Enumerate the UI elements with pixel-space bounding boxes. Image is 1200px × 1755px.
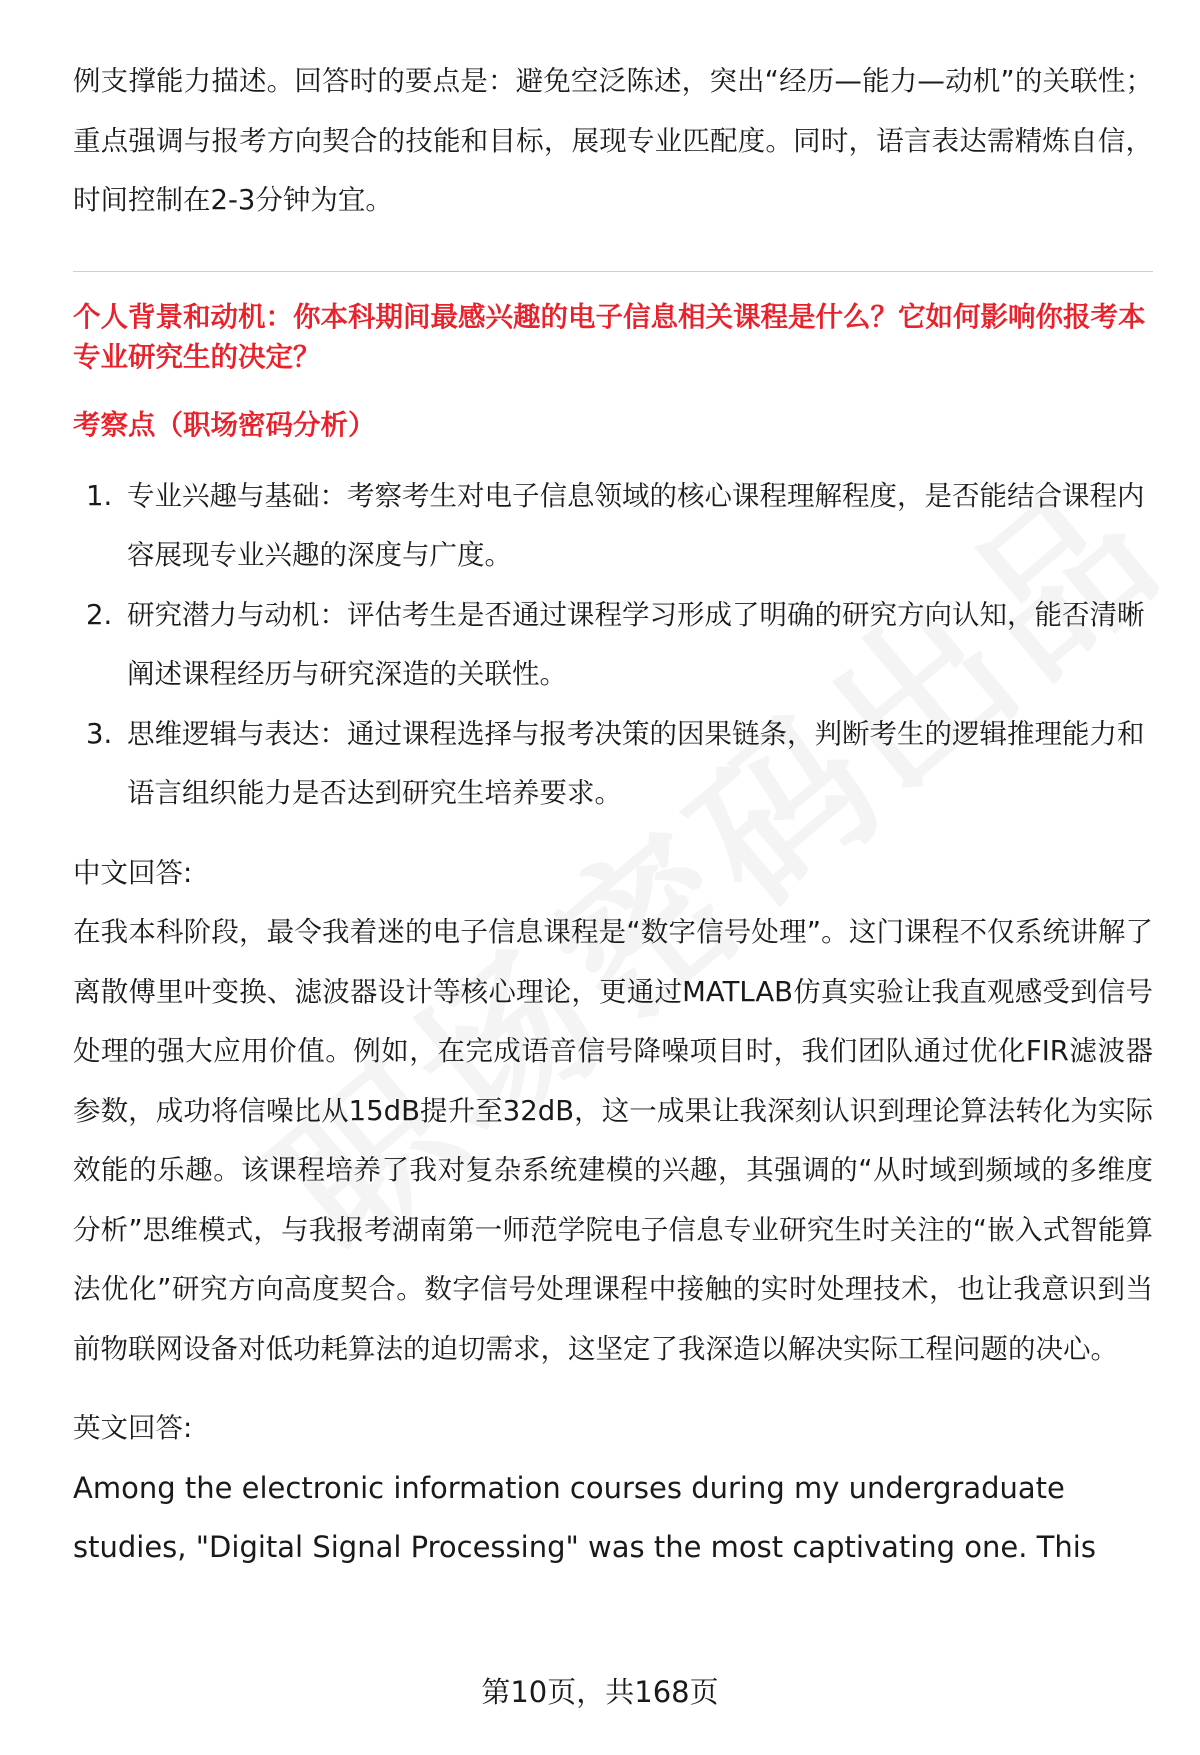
list-item-text: 思维逻辑与表达：通过课程选择与报考决策的因果链条，判断考生的逻辑推理能力和语言组织能力是否达到研究生培养要求。 (127, 717, 1145, 809)
section-divider (73, 271, 1153, 272)
list-item (73, 586, 1153, 705)
list-item-number: 1. (86, 479, 113, 512)
list-item-text: 专业兴趣与基础：考察考生对电子信息领域的核心课程理解程度，是否能结合课程内容展现专业兴趣的深度与广度。 (127, 479, 1145, 571)
list-item (73, 467, 1153, 586)
list-item-number: 2. (86, 598, 113, 631)
page-content (73, 52, 1153, 1578)
analysis-section-title: 考察点（职场密码分析） (73, 408, 376, 441)
intro-paragraph: 例支撑能力描述。回答时的要点是：避免空泛陈述，突出“经历—能力—动机”的关联性；重点强调与报考方向契合的技能和目标，展现专业匹配度。同时，语言表达需精炼自信，时间控制在2-3分钟为宜。 (73, 65, 1153, 216)
list-item-text: 研究潜力与动机：评估考生是否通过课程学习形成了明确的研究方向认知，能否清晰阐述课程经历与研究深造的关联性。 (127, 598, 1145, 690)
analysis-points-list (73, 467, 1153, 824)
english-answer-label: 英文回答: (73, 1412, 193, 1444)
chinese-answer: 在我本科阶段，最令我着迷的电子信息课程是“数字信号处理”。这门课程不仅系统讲解了离散傅里叶变换、滤波器设计等核心理论，更通过MATLAB仿真实验让我直观感受到信号处理的强大应用价值。例如，在完成语音信号降噪项目时，我们团队通过优化FIR滤波器参数，成功将信噪比从15dB提升至32dB，这一成果让我深刻认识到理论算法转化为实际效能的乐趣。该课程培养了我对复杂系统建模的兴趣，其强调的“从时域到频域的多维度分析”思维模式，与我报考湖南第一师范学院电子信息专业研究生时关注的“嵌入式智能算法优化”研究方向高度契合。数字信号处理课程中接触的实时处理技术，也让我意识到当前物联网设备对低功耗算法的迫切需求，这坚定了我深造以解决实际工程问题的决心。 (73, 916, 1153, 1365)
chinese-answer-label: 中文回答: (73, 856, 193, 889)
english-answer: Among the electronic information courses during my undergraduate studies, "Digital Signal Processing" was the most captivating one. This (73, 1470, 1096, 1564)
list-item (73, 705, 1153, 824)
question-heading: 个人背景和动机：你本科期间最感兴趣的电子信息相关课程是什么？它如何影响你报考本专业研究生的决定？ (73, 300, 1146, 373)
page-footer: 第10页，共168页 (481, 1675, 719, 1709)
list-item-number: 3. (86, 717, 113, 750)
